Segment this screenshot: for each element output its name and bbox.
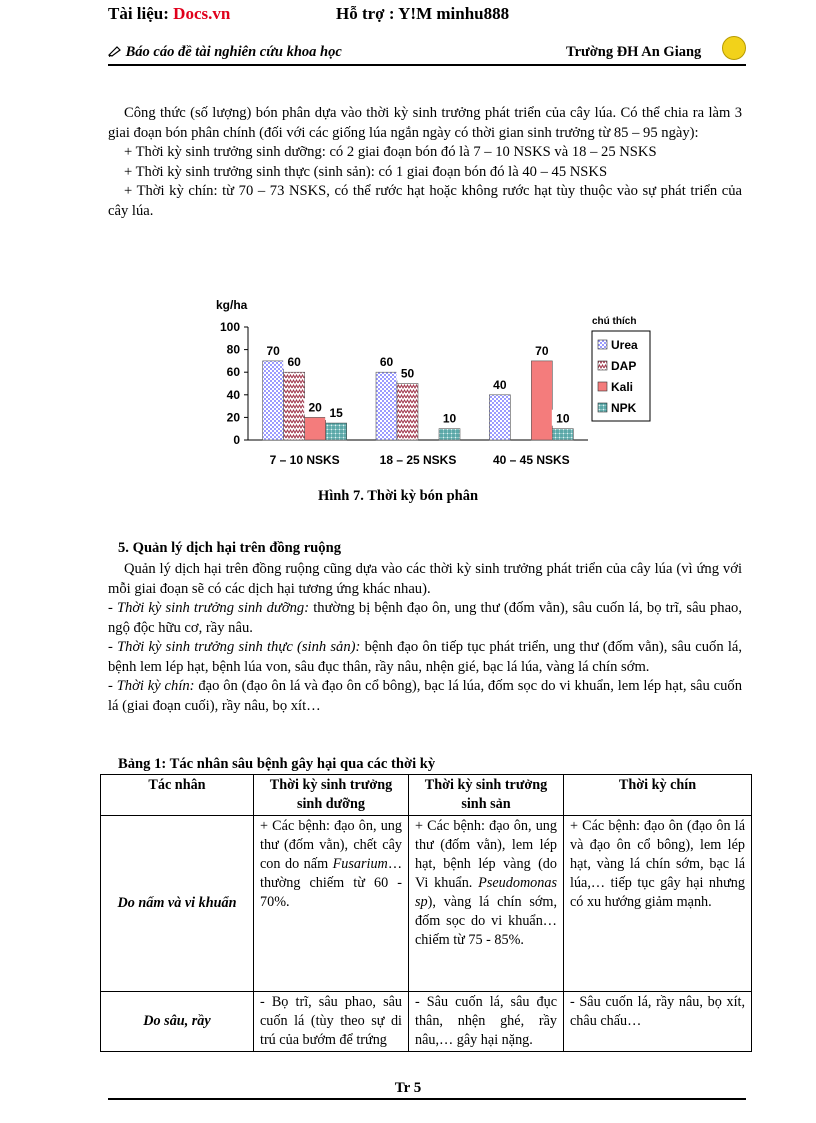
page-number: Tr 5 <box>394 1080 422 1096</box>
x-tick-label: 18 – 25 NSKS <box>379 453 457 467</box>
data-label: 10 <box>556 411 570 426</box>
bar-urea <box>376 372 397 440</box>
intro-text <box>108 104 742 221</box>
ym-label: Y!M <box>398 4 433 23</box>
topbar-source <box>108 4 230 24</box>
header-agent: Tác nhân <box>101 775 254 816</box>
legend-swatch-kali <box>598 382 607 391</box>
bar-urea <box>263 361 284 440</box>
bar-npk <box>326 423 347 440</box>
footer-divider <box>108 1098 746 1100</box>
table-header-row <box>101 775 752 816</box>
y-tick-label: 80 <box>226 342 240 357</box>
support-label: Hỗ trợ : <box>336 4 395 23</box>
y-tick-label: 100 <box>219 320 240 334</box>
header-right: Trường ĐH An Giang <box>566 44 702 60</box>
legend-swatch-dap <box>598 361 607 370</box>
x-tick-label: 40 – 45 NSKS <box>492 453 570 467</box>
y-axis-label: kg/ha <box>216 298 248 312</box>
fertilizer-chart <box>196 294 666 474</box>
bar-dap <box>284 372 305 440</box>
data-label: 60 <box>379 355 394 370</box>
table-cell: + Các bệnh: đạo ôn, ung thư (đốm vằn), lem lép hạt, bệnh lép vàng (do Vi khuẩn. Pseudomonas sp), vàng lá chín sớm, đốm sọc do vi khuẩn… chiếm từ 75 - 85%. <box>409 816 564 992</box>
legend-swatch-urea <box>598 340 607 349</box>
bar-urea <box>489 395 510 440</box>
data-label: 20 <box>308 400 322 415</box>
data-label: 10 <box>442 411 457 426</box>
table-cell: - Bọ trĩ, sâu phao, sâu cuốn lá (tùy theo sự di trú của bướm để trứng <box>254 992 409 1052</box>
header-ripening: Thời kỳ chín <box>564 775 752 816</box>
legend-label-dap: DAP <box>611 359 637 373</box>
topbar-site-link[interactable]: Docs.vn <box>173 4 231 23</box>
data-label: 15 <box>329 406 343 421</box>
legend-label-npk: NPK <box>611 401 637 415</box>
pen-hand-icon <box>108 45 122 57</box>
table-row <box>101 992 752 1052</box>
legend-label-kali: Kali <box>611 380 634 394</box>
data-label: 60 <box>287 355 301 370</box>
bar-dap <box>397 384 418 441</box>
intro-bullet-3: + Thời kỳ chín: từ 70 – 73 NSKS, có thể rước hạt hoặc không rước hạt tùy thuộc vào sự phát triển của cây lúa. <box>108 183 742 219</box>
data-label: 50 <box>400 366 415 381</box>
legend-swatch-npk <box>598 403 607 412</box>
y-tick-label: 0 <box>233 433 240 447</box>
y-tick-label: 60 <box>226 365 240 380</box>
table-title: Bảng 1: Tác nhân sâu bệnh gây hại qua các thời kỳ <box>118 756 436 772</box>
x-tick-label: 7 – 10 NSKS <box>269 453 340 467</box>
header-reproductive: Thời kỳ sinh trưởng sinh sản <box>409 775 564 816</box>
section-title: 5. Quản lý dịch hại trên đồng ruộng <box>118 540 342 556</box>
bar-npk <box>439 429 460 440</box>
header-vegetative: Thời kỳ sinh trưởng sinh dưỡng <box>254 775 409 816</box>
section5-item-1: - Thời kỳ sinh trưởng sinh dưỡng: thường bị bệnh đạo ôn, ung thư (đốm vằn), sâu cuốn lá, bọ trĩ, sâu phao, ngộ độc hữu cơ, rầy nâu. <box>108 600 742 636</box>
ym-user-link[interactable]: minhu888 <box>436 4 510 23</box>
school-logo <box>722 36 746 60</box>
table-cell: + Các bệnh: đạo ôn (đạo ôn lá và đạo ôn cổ bông), lem lép hạt, vàng lá chín sớm, bạc lá lúa,… tiếp tục gây hại nhưng có xu hướng giảm mạnh. <box>564 816 752 992</box>
topbar-label: Tài liệu: <box>108 4 169 23</box>
y-tick-label: 40 <box>226 387 240 402</box>
section5-item-3: - Thời kỳ chín: đạo ôn (đạo ôn lá và đạo ôn cổ bông), bạc lá lúa, đốm sọc do vi khuẩn, lem lép hạt, sâu cuốn lá (giai đoạn cuối), rầy nâu, bọ xít… <box>108 678 742 714</box>
data-label: 70 <box>535 343 549 358</box>
agent-cell: Do sâu, rầy <box>101 992 254 1052</box>
pest-table <box>100 774 752 1052</box>
data-label: 40 <box>493 377 507 392</box>
y-tick-label: 20 <box>226 410 240 425</box>
topbar-support <box>336 4 509 24</box>
table-cell: + Các bệnh: đạo ôn, ung thư (đốm vằn), chết cây con do nấm Fusarium… thường chiếm từ 60 - 70%. <box>254 816 409 992</box>
legend-label-urea: Urea <box>611 338 638 352</box>
table-cell: - Sâu cuốn lá, rầy nâu, bọ xít, châu chấu… <box>564 992 752 1052</box>
section5-p1: Quản lý dịch hại trên đồng ruộng cũng dựa vào các thời kỳ sinh trưởng phát triển của cây lúa (vì ứng với mỗi giai đoạn sẽ có các dịch hại tương ứng khác nhau). <box>108 561 742 597</box>
section5-text <box>108 560 742 716</box>
intro-p1: Công thức (số lượng) bón phân dựa vào thời kỳ sinh trưởng phát triển của cây lúa. Có thể chia ra làm 3 giai đoạn bón phân chính (đối với các giống lúa ngắn ngày có thời gian sinh trưởng từ 85 – 95 ngày): <box>108 105 742 141</box>
header-left <box>108 44 342 61</box>
bar-npk <box>552 429 573 440</box>
table-row <box>101 816 752 992</box>
header-divider <box>108 64 746 66</box>
header-title: Báo cáo đề tài nghiên cứu khoa học <box>125 44 342 60</box>
bar-kali <box>531 361 552 440</box>
intro-bullet-2: + Thời kỳ sinh trưởng sinh thực (sinh sản): có 1 giai đoạn bón đó là 40 – 45 NSKS <box>124 163 608 180</box>
bar-kali <box>305 417 326 440</box>
section5-item-2: - Thời kỳ sinh trưởng sinh thực (sinh sản): bệnh đạo ôn tiếp tục phát triển, ung thư (đốm vằn), sâu cuốn lá, bệnh lem lép hạt, bệnh lúa von, sâu đục thân, rầy nâu, nhện gié, bạc lá lúa, vàng lá chín sớm. <box>108 639 742 675</box>
intro-bullet-1: + Thời kỳ sinh trưởng sinh dưỡng: có 2 giai đoạn bón đó là 7 – 10 NSKS và 18 – 25 NSKS <box>124 144 657 160</box>
agent-cell: Do nấm và vi khuẩn <box>101 816 254 992</box>
legend-title: chú thích <box>592 316 637 327</box>
figure-caption: Hình 7. Thời kỳ bón phân <box>317 488 479 504</box>
table-cell: - Sâu cuốn lá, sâu đục thân, nhện ghé, rầy nâu,… gây hại nặng. <box>409 992 564 1052</box>
data-label: 70 <box>266 343 280 358</box>
